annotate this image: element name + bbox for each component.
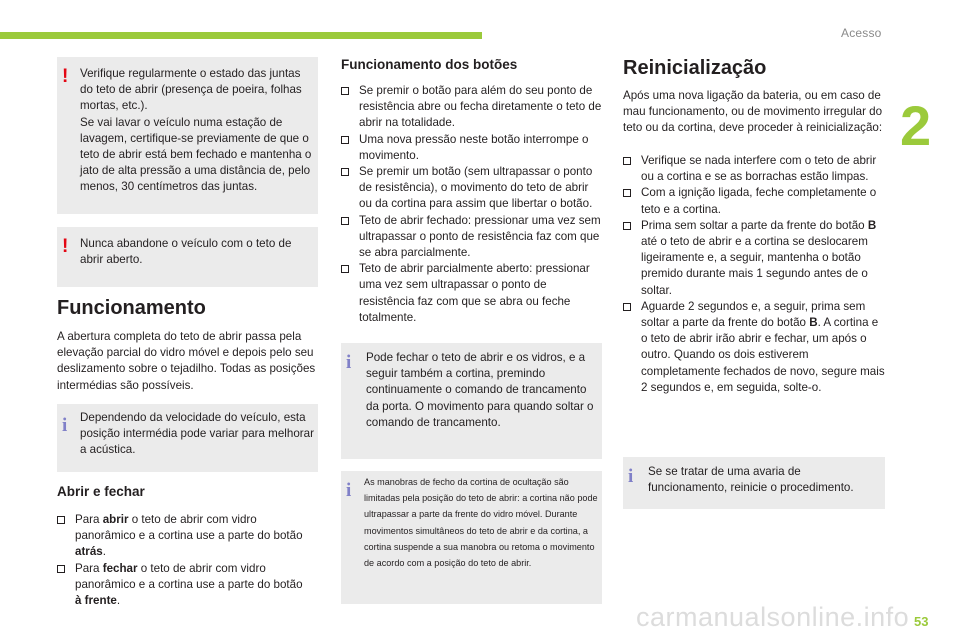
warning-icon: !: [62, 66, 69, 87]
list-item: Uma nova pressão neste botão interrompe o movimento.: [341, 132, 603, 164]
info-text-retry: Se se tratar de uma avaria de funcionamento, reinicie o procedimento.: [648, 465, 854, 495]
info-text-acoustics: Dependendo da velocidade do veículo, esta posição intermédia pode variar para melhorar a acústica.: [80, 411, 314, 457]
info-text-lock-close: Pode fechar o teto de abrir e os vidros, e a seguir também a cortina, premindo continuamente o comando de trancamento da porta. O movimento para quando soltar o comando de trancamento.: [366, 351, 594, 429]
checkbox-bullet-icon: [623, 189, 631, 197]
section-label: Acesso: [841, 26, 882, 40]
warning-text-open-roof: Nunca abandone o veículo com o teto de abrir aberto.: [80, 237, 292, 267]
info-icon: i: [62, 415, 68, 436]
checkbox-bullet-icon: [341, 217, 349, 225]
info-box-lock-close: [341, 343, 602, 459]
open-close-list: [57, 512, 307, 609]
warning-box-seals: [57, 57, 318, 214]
header-accent-bar: [0, 32, 482, 39]
info-box-blind-limits: [341, 471, 602, 604]
section-title-buttons: Funcionamento dos botões: [341, 57, 518, 72]
buttons-list: [341, 83, 603, 326]
warning-icon: !: [62, 236, 69, 257]
checkbox-bullet-icon: [341, 168, 349, 176]
checkbox-bullet-icon: [57, 565, 65, 573]
checkbox-bullet-icon: [623, 303, 631, 311]
info-text-blind-limits: As manobras de fecho da cortina de ocultação são limitadas pela posição do teto de abrir: a cortina não pode ultrapassar a parte da frente do vidro móvel. Durante movimentos simultâneos do teto de abrir e da cortina, a cortina suspende a sua manobra ou retoma o movimento de acordo com a posição do teto de abrir.: [364, 477, 598, 569]
section-title-operation: Funcionamento: [57, 297, 206, 319]
warning-box-open-roof: [57, 227, 318, 287]
checkbox-bullet-icon: [623, 157, 631, 165]
info-box-retry: [623, 457, 885, 509]
list-item: Prima sem soltar a parte da frente do botão B até o teto de abrir e a cortina se deslocarem ligeiramente e, a seguir, mantenha o botão premido durante mais 1 segundo antes de o soltar.: [623, 218, 887, 299]
list-item: Aguarde 2 segundos e, a seguir, prima sem soltar a parte da frente do botão B. A cortina e o teto de abrir irão abrir e fechar, um após o outro. Quando os dois estiverem completamente fechados de novo, segure mais 2 segundos e, em seguida, solte-o.: [623, 299, 887, 396]
checkbox-bullet-icon: [341, 87, 349, 95]
section-title-reset: Reinicialização: [623, 57, 767, 79]
checkbox-bullet-icon: [623, 222, 631, 230]
list-item: Para abrir o teto de abrir com vidro panorâmico e a cortina use a parte do botão atrás.: [57, 512, 307, 561]
chapter-number: 2: [900, 94, 932, 157]
subtitle-open-close: Abrir e fechar: [57, 484, 145, 499]
warning-text-seals: Verifique regularmente o estado das juntas do teto de abrir (presença de poeira, folhas mortas, etc.). Se vai lavar o veículo numa estação de lavagem, certifique-se previamente de que o teto de abrir está bem fechado e mantenha o jato de alta pressão a uma distância de, pelo menos, 30 centímetros das juntas.: [80, 67, 312, 194]
reset-list: [623, 153, 887, 396]
list-item: Teto de abrir parcialmente aberto: pressionar uma vez sem ultrapassar o ponto de resistência faz com que se abra ou feche totalmente.: [341, 261, 603, 326]
watermark: carmanualsonline.info: [636, 602, 910, 632]
list-item: Verifique se nada interfere com o teto de abrir ou a cortina e se as borrachas estão limpas.: [623, 153, 887, 185]
checkbox-bullet-icon: [341, 136, 349, 144]
checkbox-bullet-icon: [341, 265, 349, 273]
page-number: 53: [914, 614, 929, 629]
list-item: Para fechar o teto de abrir com vidro panorâmico e a cortina use a parte do botão à frente.: [57, 561, 307, 610]
list-item: Com a ignição ligada, feche completamente o teto e a cortina.: [623, 185, 887, 217]
checkbox-bullet-icon: [57, 516, 65, 524]
operation-intro: A abertura completa do teto de abrir passa pela elevação parcial do vidro móvel e depois pelo seu deslizamento sobre o tejadilho. Todas as posições intermédias são possíveis.: [57, 330, 316, 392]
reset-intro: Após uma nova ligação da bateria, ou em caso de mau funcionamento, ou de movimento irregular do teto ou da cortina, deve proceder à reinicialização:: [623, 89, 883, 135]
info-icon: i: [346, 480, 352, 501]
list-item: Se premir o botão para além do seu ponto de resistência abre ou fecha diretamente o teto de abrir na totalidade.: [341, 83, 603, 132]
info-box-acoustics: [57, 404, 318, 472]
info-icon: i: [346, 352, 352, 373]
info-icon: i: [628, 466, 634, 487]
list-item: Teto de abrir fechado: pressionar uma vez sem ultrapassar o ponto de resistência faz com que se abra parcialmente.: [341, 213, 603, 262]
list-item: Se premir um botão (sem ultrapassar o ponto de resistência), o movimento do teto de abrir ou da cortina para assim que libertar o botão.: [341, 164, 603, 213]
